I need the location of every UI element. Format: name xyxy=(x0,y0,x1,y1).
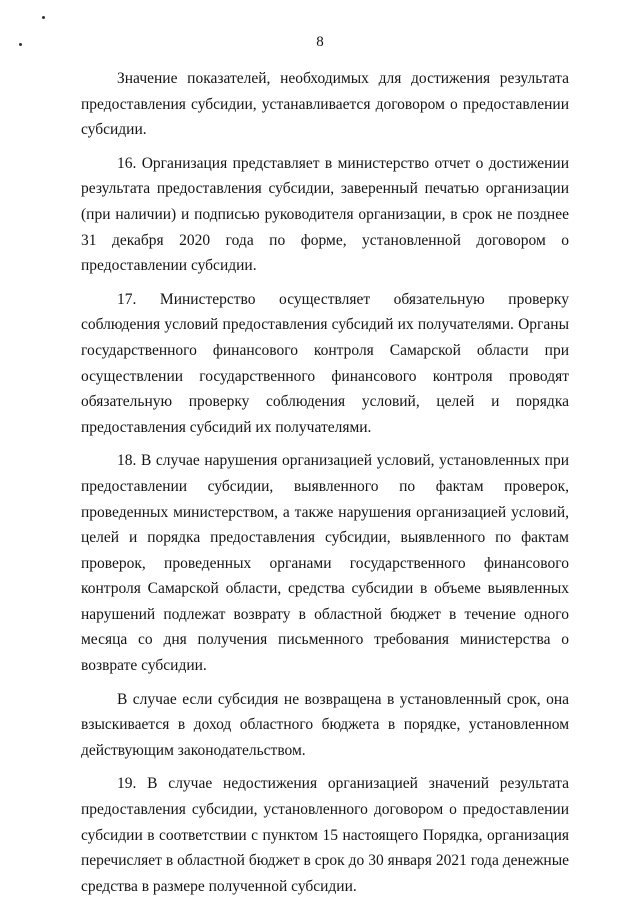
paragraph-result-indicators: Значение показателей, необходимых для достижения результата предоставления субсидии, устанавливается договором о предоставлении субсидии. xyxy=(81,70,569,139)
paragraph-16: 16. Организация представляет в министерство отчет о достижении результата предоставления субсидии, заверенный печатью организации (при наличии) и подписью руководителя организации, в срок не позднее 31 декабря 2020 года по форме, установленной договором о предоставлении субсидии. xyxy=(81,154,569,275)
paragraph-19: 19. В случае недостижения организацией значений результата предоставления субсидии, установленного договором о предоставлении субсидии в соответствии с пунктом 15 настоящего Порядка, организация перечисляет в областной бюджет в срок до 30 января 2021 года денежные средства в размере полученной субсидии. xyxy=(81,775,569,895)
paragraph-18-recovery: В случае если субсидия не возвращена в установленный срок, она взыскивается в доход областного бюджета в порядке, установленном действующим законодательством. xyxy=(81,690,569,759)
paragraph-17: 17. Министерство осуществляет обязательную проверку соблюдения условий предоставления субсидий их получателями. Органы государственного финансового контроля Самарской области при осуществлении государственного финансового контроля проводят обязательную проверку соблюдения условий, целей и порядка предоставления субсидий их получателями. xyxy=(81,290,569,436)
paragraph-18: 18. В случае нарушения организацией условий, установленных при предоставлении субсидии, выявленного по фактам проверок, проведенных министерством, а также нарушения организацией условий, целей и порядка предоставления субсидии, выявленного по фактам проверок, проведенных органами государственного финансового контроля Самарской области, средства субсидии в объеме выявленных нарушений подлежат возврату в областной бюджет в течение одного месяца со дня получения письменного требования министерства о возврате субсидии. xyxy=(81,452,569,675)
document-body xyxy=(81,66,569,899)
scan-speck xyxy=(42,16,45,19)
page-number: 8 xyxy=(316,34,324,50)
